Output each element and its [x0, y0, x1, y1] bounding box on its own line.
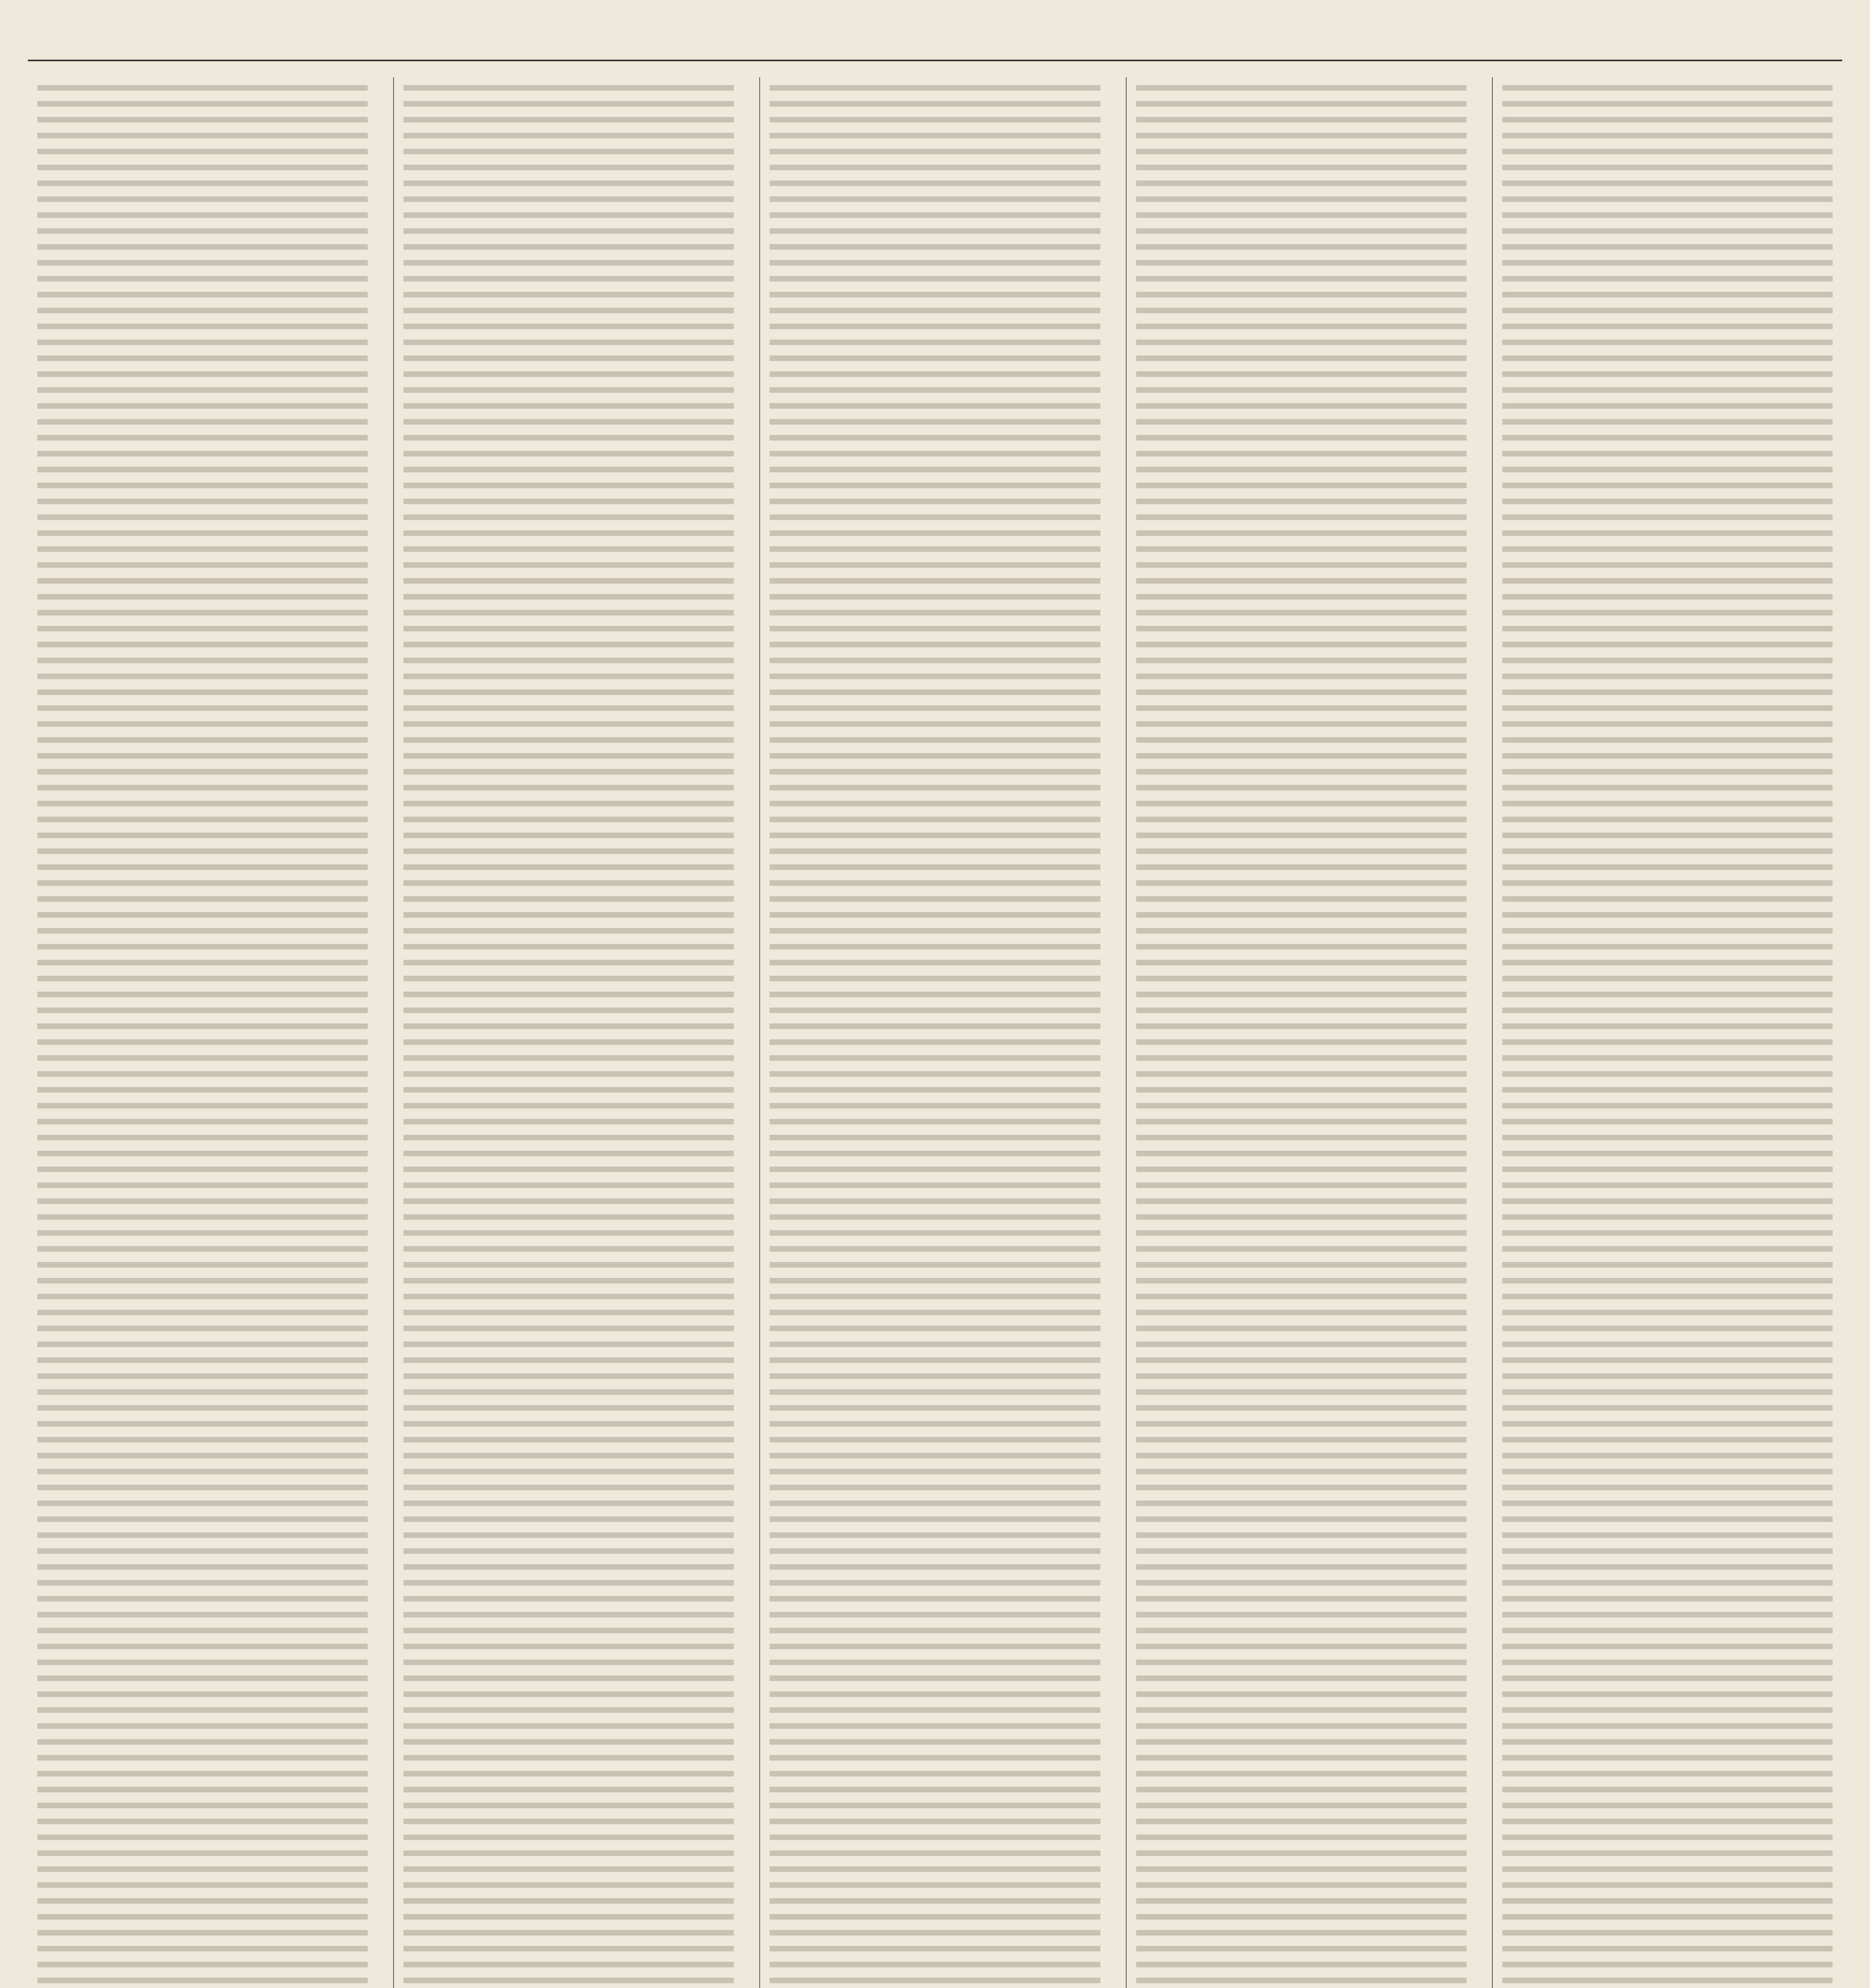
column-2	[393, 77, 743, 1988]
column-text-placeholder	[37, 85, 368, 1988]
column-text-placeholder	[1502, 85, 1833, 1988]
column-text-placeholder	[403, 85, 734, 1988]
column-text-placeholder	[770, 85, 1100, 1988]
column-1	[28, 77, 377, 1988]
column-text-placeholder	[1136, 85, 1467, 1988]
column-4	[1126, 77, 1476, 1988]
column-5	[1492, 77, 1842, 1988]
column-3	[759, 77, 1110, 1988]
article-columns	[28, 77, 1842, 1988]
masthead	[28, 24, 1842, 61]
